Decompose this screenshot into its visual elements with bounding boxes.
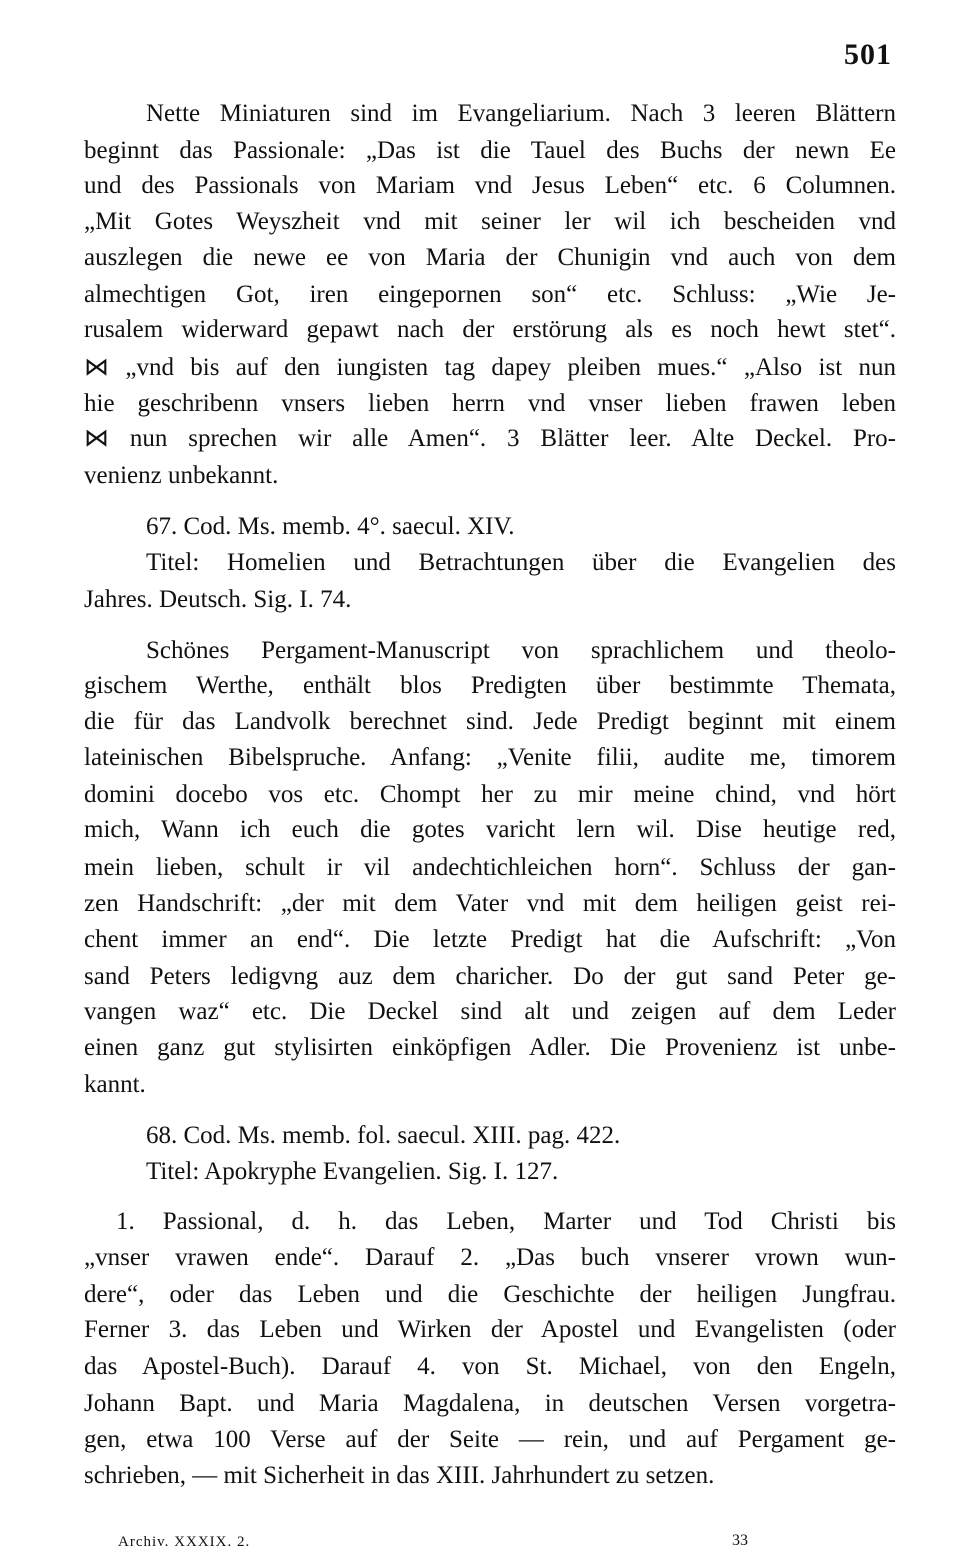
- footer-signature: Archiv. XXXIX. 2.: [118, 1534, 251, 1550]
- text-line: kannt.: [84, 1071, 146, 1098]
- text-line: almechtigen Got, iren eingepornen son“ etc. Schluss: „Wie Je-: [84, 281, 896, 308]
- text-line: die für das Landvolk berechnet sind. Jede Predigt beginnt mit einem: [84, 708, 896, 735]
- text-line: ⋈ nun sprechen wir alle Amen“. 3 Blätter leer. Alte Deckel. Pro-: [84, 425, 896, 452]
- footer-sheet-number: 33: [732, 1532, 748, 1549]
- text-line: Ferner 3. das Leben und Wirken der Apostel und Evangelisten (oder: [84, 1316, 896, 1343]
- text-line: 1. Passional, d. h. das Leben, Marter und Tod Christi bis: [116, 1208, 896, 1235]
- text-line: auszlegen die newe ee von Maria der Chunigin vnd auch von dem: [84, 244, 896, 271]
- text-line: Johann Bapt. und Maria Magdalena, in deutschen Versen vorgetra-: [84, 1390, 896, 1417]
- text-line: mein lieben, schult ir vil andechtichleichen horn“. Schluss der gan-: [84, 854, 896, 881]
- entry-title: Titel: Homelien und Betrachtungen über die Evangelien des: [146, 549, 896, 576]
- text-line: „vnser vrawen ende“. Darauf 2. „Das buch vnserer vrown wun-: [84, 1244, 896, 1271]
- text-line: sand Peters ledigvng auz dem charicher. Do der gut sand Peter ge-: [84, 963, 896, 990]
- text-line: das Apostel-Buch). Darauf 4. von St. Michael, von den Engeln,: [84, 1353, 896, 1380]
- text-line: hie geschribenn vnsers lieben herrn vnd vnser lieben frawen leben: [84, 390, 896, 417]
- text-line: beginnt das Passionale: „Das ist die Tauel des Buchs der newn Ee: [84, 137, 896, 164]
- entry-heading: 67. Cod. Ms. memb. 4°. saecul. XIV.: [146, 513, 515, 540]
- text-line: gen, etwa 100 Verse auf der Seite — rein, und auf Pergament ge-: [84, 1426, 896, 1453]
- text-line: „Mit Gotes Weyszheit vnd mit seiner ler wil ich bescheiden vnd: [84, 208, 896, 235]
- text-line: domini docebo vos etc. Chompt her zu mir meine chind, vnd hört: [84, 781, 896, 808]
- text-line: Jahres. Deutsch. Sig. I. 74.: [84, 586, 352, 613]
- text-line: chent immer an end“. Die letzte Predigt hat die Aufschrift: „Von: [84, 926, 896, 953]
- entry-heading: 68. Cod. Ms. memb. fol. saecul. XIII. pag. 422.: [146, 1122, 621, 1149]
- text-line: Schönes Pergament-Manuscript von sprachlichem und theolo-: [146, 637, 896, 664]
- text-line: ⋈ „vnd bis auf den iungisten tag dapey pleiben mues.“ „Also ist nun: [84, 354, 896, 381]
- text-line: vangen waz“ etc. Die Deckel sind alt und zeigen auf dem Leder: [84, 998, 896, 1025]
- text-line: schrieben, — mit Sicherheit in das XIII. Jahrhundert zu setzen.: [84, 1462, 715, 1489]
- text-line: dere“, oder das Leben und die Geschichte der heiligen Jungfrau.: [84, 1281, 896, 1308]
- text-line: und des Passionals von Mariam vnd Jesus Leben“ etc. 6 Columnen.: [84, 172, 896, 199]
- text-line: lateinischen Bibelspruche. Anfang: „Venite filii, audite me, timorem: [84, 744, 896, 771]
- text-line: zen Handschrift: „der mit dem Vater vnd mit dem heiligen geist rei-: [84, 890, 896, 917]
- text-line: Nette Miniaturen sind im Evangeliarium. Nach 3 leeren Blättern: [146, 100, 896, 127]
- text-line: venienz unbekannt.: [84, 462, 279, 489]
- text-line: gischem Werthe, enthält blos Predigten über bestimmte Themata,: [84, 672, 896, 699]
- page-number: 501: [844, 38, 892, 71]
- text-line: einen ganz gut stylisirten einköpfigen Adler. Die Provenienz ist unbe-: [84, 1034, 896, 1061]
- text-line: mich, Wann ich euch die gotes varicht lern wil. Dise heutige red,: [84, 816, 896, 843]
- text-line: rusalem widerward gepawt nach der erstörung als es noch hewt stet“.: [84, 316, 896, 343]
- entry-title: Titel: Apokryphe Evangelien. Sig. I. 127.: [146, 1158, 559, 1185]
